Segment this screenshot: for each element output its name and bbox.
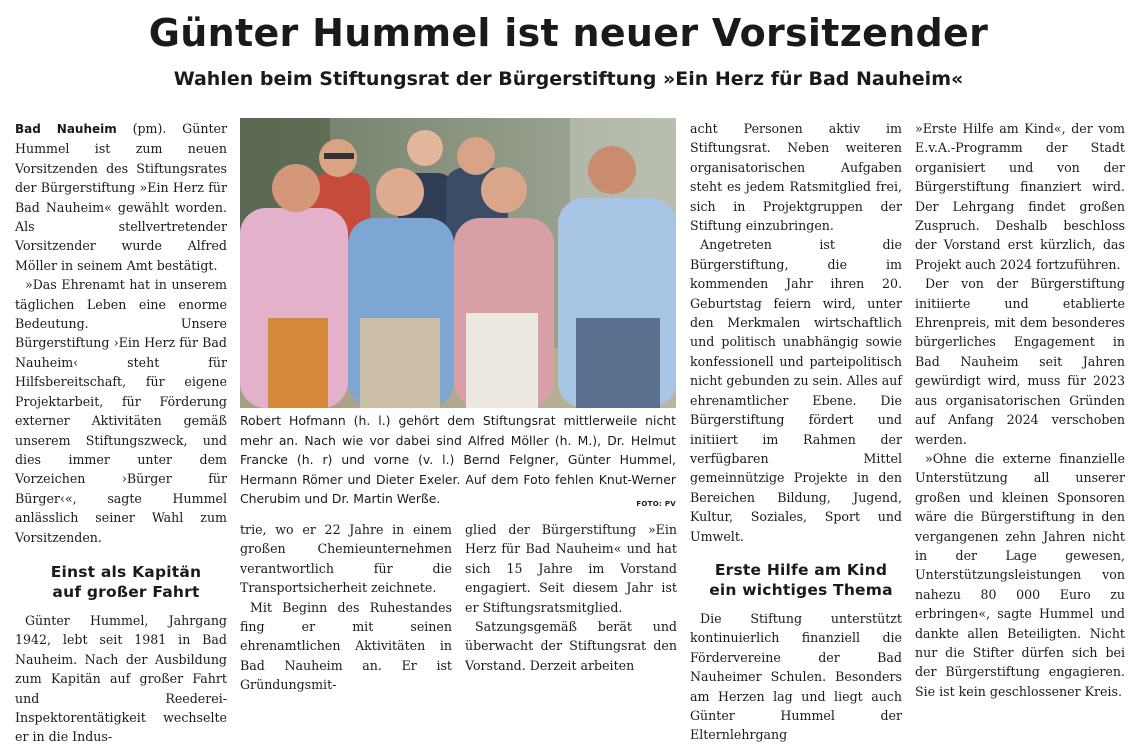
subheading-captain: Einst als Kapitän auf großer Fahrt — [50, 562, 202, 601]
column-2 — [240, 520, 452, 695]
paragraph-first-aid-course: »Erste Hilfe am Kind«, der vom E.v.A.-Programm der Stadt organisiert und von der Bürgerstiftung finanziert wird. Der Lehrgang findet großen Zuspruch. Deshalb beschloss der Vorstand erst kürzlich, das Projekt auch 2024 fortzuführen. — [915, 121, 1125, 272]
subheading-first-aid: Erste Hilfe am Kind ein wichtiges Thema — [709, 560, 893, 599]
paragraph-sponsors: »Ohne die externe finanzielle Unterstützung all unserer großen und kleinen Sponsoren wäre die Bürgerstiftung in den vergangenen zehn Jahren nicht in der Lage gewesen, Unterstützungsleistungen von nahezu 80 000 Euro zu erbringen«, sagte Hummel und dankte allen Beteiligten. Nicht nur die Stifter dürfen sich bei der Bürgerstiftung engagieren. Sie ist kein geschlossener Kreis. — [915, 450, 1125, 699]
paragraph-quote: »Das Ehrenamt hat in unserem täglichen Leben eine enorme Bedeutung. Unsere Bürgerstiftung ›Ein Herz für Bad Nauheim‹ steht für Hilfsbereitschaft, für eigene Projektarbeit, für Förderung externer Aktivitäten gemäß unserem Stiftungszweck, und dies immer unter dem Vorzeichen ›Bürger für Bürger‹«, sagte Hummel anlässlich seiner Wahl zum Vorsitzenden. — [15, 277, 227, 545]
paragraph-council-members: acht Personen aktiv im Stiftungsrat. Neben weiteren organisatorischen Aufgaben steht es jedem Ratsmitglied frei, sich in Projektgruppen der Stiftung einzubringen. — [690, 121, 902, 234]
paragraph-career: trie, wo er 22 Jahre in einem großen Chemieunternehmen verantwortlich für die Transportsicherheit zeichnete. — [240, 522, 452, 596]
group-photo — [240, 118, 676, 408]
column-5 — [915, 119, 1125, 701]
photo-credit: FOTO: PV — [636, 500, 676, 509]
paragraph-intro: Bad Nauheim (pm). Günter Hummel ist zum neuen Vorsitzenden des Stiftungsrates der Bürgerstiftung »Ein Herz für Bad Nauheim« gewählt worden. Als stellvertretender Vorsitzender wurde Alfred Möller in seinem Amt bestätigt. — [15, 121, 227, 273]
photo-caption: Robert Hofmann (h. l.) gehört dem Stiftungsrat mittlerweile nicht mehr an. Nach wie vor dabei sind Alfred Möller (h. M.), Dr. Helmut Francke (h. r) und vorne (v. l.) Bernd Felgner, Günter Hummel, Hermann Römer und Dieter Exeler. Auf dem Foto fehlen Knut-Werner Cherubim und Dr. Martin Werße. FOTO: PV — [240, 411, 676, 515]
paragraph-statutes: Satzungsgemäß berät und überwacht der Stiftungsrat den Vorstand. Derzeit arbeiten — [465, 619, 677, 673]
paragraph-biography: Günter Hummel, Jahrgang 1942, lebt seit 1981 in Bad Nauheim. Nach der Ausbildung zum Kapitän auf großer Fahrt und Reederei-Inspektorentätigkeit wechselte er in die Indus- — [15, 612, 227, 745]
paragraph-retirement: Mit Beginn des Ruhestandes fing er mit seinen ehrenamtlichen Aktivitäten in Bad Nauheim an. Er ist Gründungsmit- — [240, 599, 452, 693]
paragraph-principles: Angetreten ist die Bürgerstiftung, die im kommenden Jahr ihren 20. Geburtstag feiern wird, unter den Merkmalen wirtschaftlich und politisch unabhängig sowie konfessionell und parteipolitisch nicht gebunden zu sein. Alles auf ehrenamtlicher Ebene. Die Bürgerstiftung fördert und initiiert im Rahmen der verfügbaren Mittel gemeinnützige Projekte in den Bereichen Bildung, Jugend, Kultur, Soziales, Sport und Umwelt. — [690, 237, 902, 544]
paragraph-honorary-award: Der von der Bürgerstiftung initiierte und etablierte Ehrenpreis, mit dem besonderes bürgerliches Engagement in Bad Nauheim seit Jahren gewürdigt wird, muss für 2023 aus organisatorischen Gründen auf Anfang 2024 verschoben werden. — [915, 276, 1125, 447]
column-3 — [465, 520, 677, 675]
paragraph-schools: Die Stiftung unterstützt kontinuierlich finanziell die Fördervereine der Bad Nauheimer Schulen. Besonders am Herzen lag und liegt auch Günter Hummel der Elternlehrgang — [690, 610, 902, 743]
article-subheadline: Wahlen beim Stiftungsrat der Bürgerstiftung »Ein Herz für Bad Nauheim« — [173, 68, 964, 90]
column-4 — [690, 119, 902, 745]
dateline: Bad Nauheim — [15, 122, 117, 136]
column-1 — [15, 119, 227, 747]
paragraph-founding-member: glied der Bürgerstiftung »Ein Herz für Bad Nauheim« und hat sich 15 Jahre im Vorstand engagiert. Seit diesem Jahr ist er Stiftungsratsmitglied. — [465, 522, 677, 615]
article-headline: Günter Hummel ist neuer Vorsitzender — [148, 11, 989, 55]
